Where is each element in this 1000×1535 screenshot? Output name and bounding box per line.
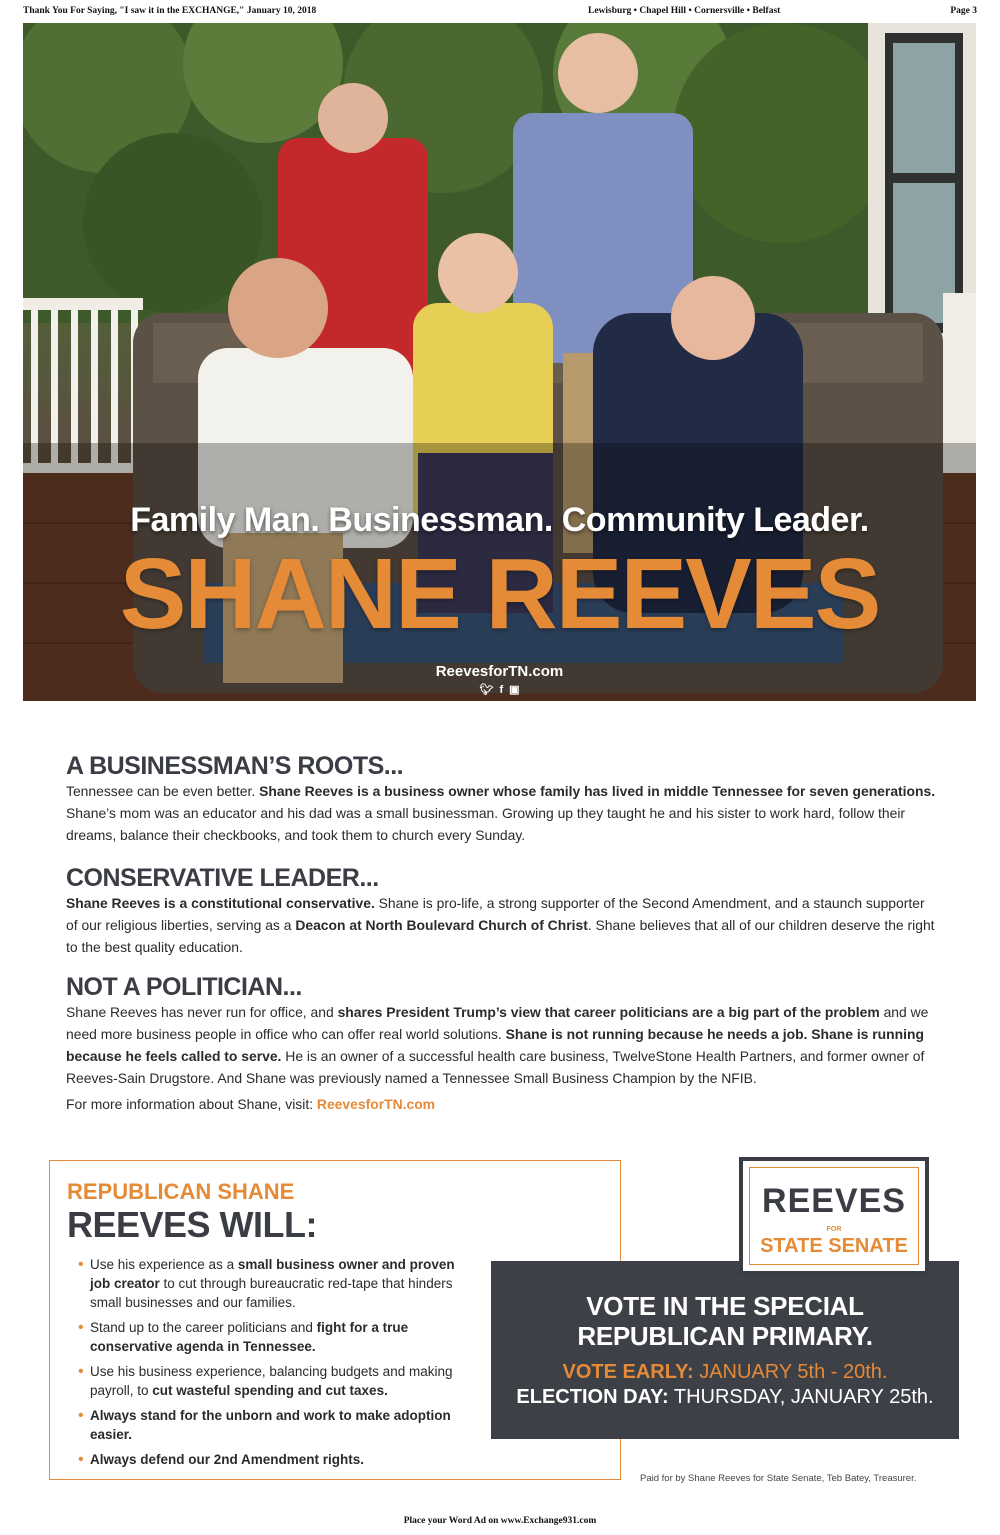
- hero-tagline: Family Man. Businessman. Community Leader.: [130, 501, 869, 539]
- list-item: • Stand up to the career politicians and fight for a true conservative agenda in Tennessee.: [78, 1318, 478, 1356]
- social-icons: [23, 683, 976, 696]
- vote-headline: VOTE IN THE SPECIAL REPUBLICAN PRIMARY.: [577, 1291, 873, 1351]
- will-box-kicker: REPUBLICAN SHANE: [67, 1179, 295, 1204]
- website-link[interactable]: ReevesforTN.com: [316, 1096, 436, 1112]
- twitter-icon[interactable]: 🐦︎: [479, 684, 494, 696]
- section-not-politician: [66, 973, 936, 1089]
- will-list: [78, 1255, 478, 1475]
- list-item: • Use his business experience, balancing budgets and making payroll, to cut wasteful spending and cut taxes.: [78, 1362, 478, 1400]
- logo-name: REEVES: [762, 1182, 906, 1220]
- hero-photo: [23, 23, 976, 701]
- logo-for: FOR: [826, 1226, 842, 1233]
- section-heading: A BUSINESSMAN’S ROOTS...: [66, 752, 404, 780]
- candidate-name: SHANE REEVES: [119, 538, 880, 650]
- section-conservative: [66, 864, 936, 958]
- section-roots: [66, 752, 936, 846]
- header-page-number: Page 3: [950, 6, 977, 16]
- instagram-icon[interactable]: ▣: [509, 684, 520, 696]
- facebook-icon[interactable]: f: [499, 684, 504, 696]
- page-footer: Place your Word Ad on www.Exchange931.com: [403, 1516, 597, 1526]
- election-day: ELECTION DAY: THURSDAY, JANUARY 25th.: [516, 1386, 934, 1408]
- section-heading: CONSERVATIVE LEADER...: [66, 864, 379, 892]
- logo-office: STATE SENATE: [760, 1235, 908, 1257]
- section-heading: NOT A POLITICIAN...: [66, 973, 302, 1001]
- list-item: • Always stand for the unborn and work to make adoption easier.: [78, 1406, 478, 1444]
- hero-website-link[interactable]: ReevesforTN.com: [435, 663, 564, 680]
- paid-for-disclaimer: Paid for by Shane Reeves for State Senate, Teb Batey, Treasurer.: [640, 1473, 917, 1484]
- page-header: [23, 6, 977, 20]
- header-left: Thank You For Saying, "I saw it in the EXCHANGE," January 10, 2018: [23, 6, 317, 16]
- more-info: For more information about Shane, visit: ReevesforTN.com: [66, 1096, 436, 1112]
- campaign-logo: [739, 1157, 929, 1275]
- section-body: Tennessee can be even better. Shane Reeves is a business owner whose family has lived in middle Tennessee for seven generations. Shane’s mom was an educator and his dad was a small businessman. Growing up they taught he and his sister to work hard, follow their dreams, balance their checkbooks, and took them to church every Sunday.: [66, 783, 936, 843]
- section-body: Shane Reeves is a constitutional conservative. Shane is pro-life, a strong supporter of the Second Amendment, and a staunch supporter of our religious liberties, serving as a Deacon at North Boulevard Church of Christ. Shane believes that all of our children deserve the right to the best quality education.: [66, 895, 935, 955]
- list-item: • Always defend our 2nd Amendment rights.: [78, 1450, 478, 1469]
- list-item: • Use his experience as a small business owner and proven job creator to cut through bureaucratic red-tape that hinders small businesses and our families.: [78, 1255, 478, 1312]
- will-box-title: REEVES WILL:: [67, 1204, 318, 1245]
- header-towns: Lewisburg • Chapel Hill • Cornersville • Belfast: [588, 6, 781, 16]
- vote-early: VOTE EARLY: JANUARY 5th - 20th.: [562, 1361, 888, 1383]
- vote-box: [491, 1261, 959, 1439]
- section-body: Shane Reeves has never run for office, and shares President Trump’s view that career politicians are a big part of the problem and we need more business people in office who can offer real world solutions. Shane is not running because he needs a job. Shane is running because he feels called to serve. He is an owner of a successful health care business, TwelveStone Health Partners, and former owner of Reeves-Sain Drugstore. And Shane was previously named a Tennessee Small Business Champion by the NFIB.: [66, 1004, 929, 1086]
